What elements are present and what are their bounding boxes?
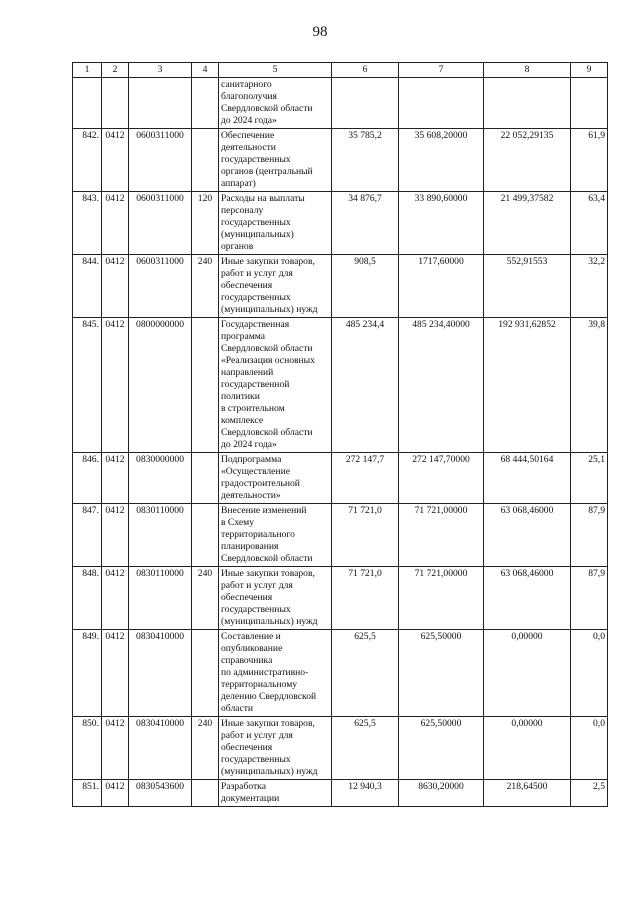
executed-amount: 63 068,46000 xyxy=(484,567,571,630)
section-code: 0412 xyxy=(102,129,129,192)
row-number: 850. xyxy=(73,717,102,780)
approved-amount: 12 940,3 xyxy=(332,780,399,807)
approved-amount: 34 876,7 xyxy=(332,192,399,255)
expense-type-code: 240 xyxy=(192,717,219,780)
execution-percent: 0,0 xyxy=(571,630,608,717)
item-name: Государственная программа Свердловской области «Реализация основных направлений государственной политики в строительном комплексе Свердловской области до 2024 года» xyxy=(219,318,332,453)
section-code: 0412 xyxy=(102,504,129,567)
refined-amount: 485 234,40000 xyxy=(399,318,484,453)
section-code: 0412 xyxy=(102,255,129,318)
table-row xyxy=(73,78,608,129)
column-header: 1 xyxy=(73,63,102,78)
expense-type-code: 240 xyxy=(192,255,219,318)
execution-percent: 63,4 xyxy=(571,192,608,255)
page-number: 98 xyxy=(312,24,328,40)
execution-percent: 87,9 xyxy=(571,504,608,567)
expense-type-code xyxy=(192,504,219,567)
table-row xyxy=(73,567,608,630)
approved-amount: 625,5 xyxy=(332,717,399,780)
execution-percent: 25,1 xyxy=(571,453,608,504)
item-name: Иные закупки товаров, работ и услуг для обеспечения государственных (муниципальных) нужд xyxy=(219,717,332,780)
table-body xyxy=(73,78,608,807)
section-code: 0412 xyxy=(102,318,129,453)
refined-amount: 625,50000 xyxy=(399,717,484,780)
executed-amount: 0,00000 xyxy=(484,630,571,717)
expense-type-code: 240 xyxy=(192,567,219,630)
item-name: Внесение изменений в Схему территориального планирования Свердловской области xyxy=(219,504,332,567)
row-number xyxy=(73,78,102,129)
executed-amount: 192 931,62852 xyxy=(484,318,571,453)
section-code: 0412 xyxy=(102,567,129,630)
approved-amount: 71 721,0 xyxy=(332,567,399,630)
expense-type-code: 120 xyxy=(192,192,219,255)
refined-amount: 71 721,00000 xyxy=(399,504,484,567)
expense-type-code xyxy=(192,78,219,129)
section-code xyxy=(102,78,129,129)
table-row xyxy=(73,504,608,567)
column-header: 7 xyxy=(399,63,484,78)
executed-amount: 218,64500 xyxy=(484,780,571,807)
budget-table xyxy=(72,62,608,807)
approved-amount: 485 234,4 xyxy=(332,318,399,453)
target-article-code: 0800000000 xyxy=(129,318,192,453)
item-name: Расходы на выплаты персоналу государственных (муниципальных) органов xyxy=(219,192,332,255)
approved-amount: 272 147,7 xyxy=(332,453,399,504)
row-number: 843. xyxy=(73,192,102,255)
target-article-code: 0830410000 xyxy=(129,717,192,780)
refined-amount: 8630,20000 xyxy=(399,780,484,807)
column-header: 3 xyxy=(129,63,192,78)
executed-amount: 22 052,29135 xyxy=(484,129,571,192)
approved-amount: 35 785,2 xyxy=(332,129,399,192)
row-number: 844. xyxy=(73,255,102,318)
section-code: 0412 xyxy=(102,630,129,717)
row-number: 847. xyxy=(73,504,102,567)
expense-type-code xyxy=(192,630,219,717)
table-header-row xyxy=(73,63,608,78)
column-header: 2 xyxy=(102,63,129,78)
table-row xyxy=(73,717,608,780)
target-article-code: 0830543600 xyxy=(129,780,192,807)
target-article-code: 0600311000 xyxy=(129,192,192,255)
expense-type-code xyxy=(192,318,219,453)
row-number: 848. xyxy=(73,567,102,630)
target-article-code: 0830000000 xyxy=(129,453,192,504)
executed-amount: 0,00000 xyxy=(484,717,571,780)
section-code: 0412 xyxy=(102,453,129,504)
table-row xyxy=(73,453,608,504)
refined-amount: 272 147,70000 xyxy=(399,453,484,504)
execution-percent: 61,9 xyxy=(571,129,608,192)
item-name: Обеспечение деятельности государственных органов (центральный аппарат) xyxy=(219,129,332,192)
executed-amount xyxy=(484,78,571,129)
item-name: Иные закупки товаров, работ и услуг для обеспечения государственных (муниципальных) нужд xyxy=(219,567,332,630)
item-name: санитарного благополучия Свердловской области до 2024 года» xyxy=(219,78,332,129)
executed-amount: 21 499,37582 xyxy=(484,192,571,255)
row-number: 849. xyxy=(73,630,102,717)
target-article-code: 0830410000 xyxy=(129,630,192,717)
target-article-code: 0600311000 xyxy=(129,255,192,318)
target-article-code: 0600311000 xyxy=(129,129,192,192)
execution-percent: 0,0 xyxy=(571,717,608,780)
refined-amount: 625,50000 xyxy=(399,630,484,717)
section-code: 0412 xyxy=(102,780,129,807)
approved-amount: 71 721,0 xyxy=(332,504,399,567)
expense-type-code xyxy=(192,780,219,807)
column-header: 4 xyxy=(192,63,219,78)
execution-percent xyxy=(571,78,608,129)
table-row xyxy=(73,192,608,255)
refined-amount: 35 608,20000 xyxy=(399,129,484,192)
column-header: 6 xyxy=(332,63,399,78)
column-header: 9 xyxy=(571,63,608,78)
column-header: 8 xyxy=(484,63,571,78)
refined-amount xyxy=(399,78,484,129)
target-article-code xyxy=(129,78,192,129)
execution-percent: 32,2 xyxy=(571,255,608,318)
item-name: Иные закупки товаров, работ и услуг для обеспечения государственных (муниципальных) нужд xyxy=(219,255,332,318)
execution-percent: 39,8 xyxy=(571,318,608,453)
table-row xyxy=(73,780,608,807)
expense-type-code xyxy=(192,453,219,504)
executed-amount: 552,91553 xyxy=(484,255,571,318)
item-name: Разработка документации xyxy=(219,780,332,807)
table-row xyxy=(73,129,608,192)
execution-percent: 2,5 xyxy=(571,780,608,807)
approved-amount: 625,5 xyxy=(332,630,399,717)
row-number: 842. xyxy=(73,129,102,192)
executed-amount: 68 444,50164 xyxy=(484,453,571,504)
refined-amount: 71 721,00000 xyxy=(399,567,484,630)
item-name: Составление и опубликование справочника по административно- территориальному делению Свердловской области xyxy=(219,630,332,717)
target-article-code: 0830110000 xyxy=(129,567,192,630)
execution-percent: 87,9 xyxy=(571,567,608,630)
table-row xyxy=(73,630,608,717)
approved-amount: 908,5 xyxy=(332,255,399,318)
section-code: 0412 xyxy=(102,717,129,780)
target-article-code: 0830110000 xyxy=(129,504,192,567)
refined-amount: 1717,60000 xyxy=(399,255,484,318)
row-number: 846. xyxy=(73,453,102,504)
expense-type-code xyxy=(192,129,219,192)
refined-amount: 33 890,60000 xyxy=(399,192,484,255)
item-name: Подпрограмма «Осуществление градостроительной деятельности» xyxy=(219,453,332,504)
row-number: 851. xyxy=(73,780,102,807)
column-header: 5 xyxy=(219,63,332,78)
section-code: 0412 xyxy=(102,192,129,255)
row-number: 845. xyxy=(73,318,102,453)
table-row xyxy=(73,255,608,318)
table-row xyxy=(73,318,608,453)
executed-amount: 63 068,46000 xyxy=(484,504,571,567)
approved-amount xyxy=(332,78,399,129)
